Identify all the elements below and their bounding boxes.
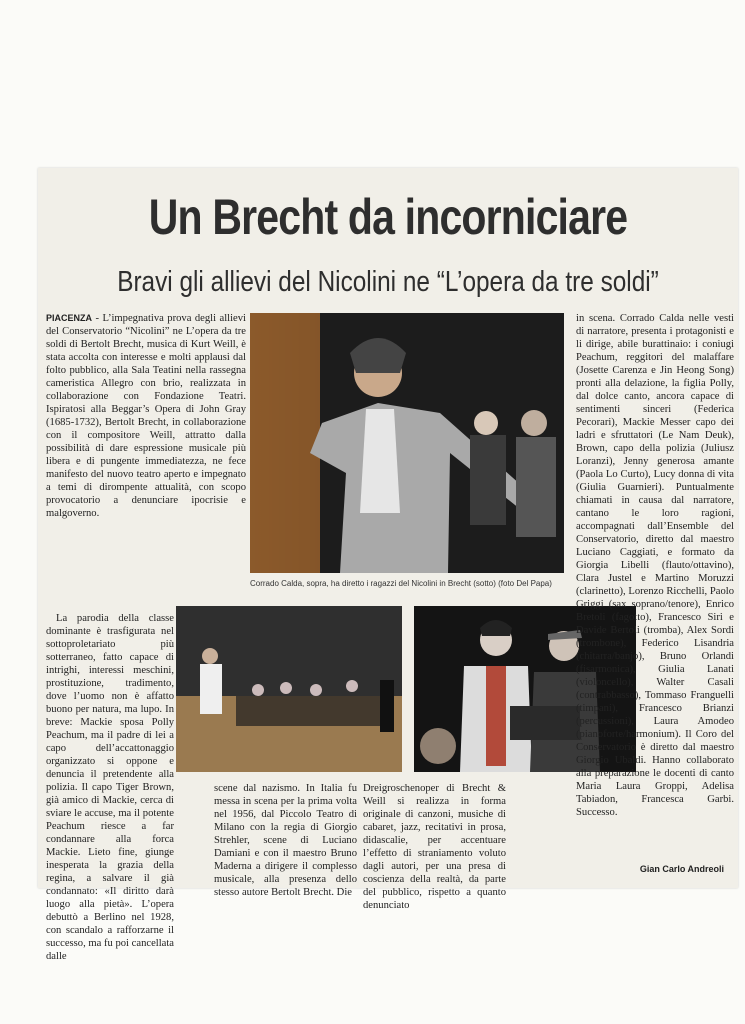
body-text-1: - L’impegnativa prova degli allievi del Conservatorio “Nicolini” ne L’opera da tre soldi di Bertolt Brecht, musica di Kurt Weill, è stata accolta con interesse e molti applausi dal folto pubblico, alla Sala Teatini nella rassegna cameristica Allegro con brio, realizzata in collaborazione con Fondazione Teatri. Ispiratosi alla Beggar’s Opera di John Gray (1685-1732), Bertolt Brecht, in collaborazione con il compositore Weill, attratto dalla possibilità di dare espressione musicale più libera e di pungente immediatezza, ne fece manifesto del nuovo teatro aperto e impegnato a temi di dirompente attualità, con scopo provocatorio a denunciare ipocrisie e malgoverno. <box>46 313 246 519</box>
body-text-5: in scena. Corrado Calda nelle vesti di narratore, presenta i protagonisti e li dirige, abile burattinaio: i coniugi Peachum, reggitori del malaffare (Josette Carenza e Jin Heong Song) pronti alla delazione, la figlia Polly, dal dolce canto, ancora capace di sentimenti sinceri (Federica Pecorari), Mackie Messer capo dei ladri e sfruttatori (Le Nam Deuk), Brown, capo della polizia (Juliusz Loranzi), Jenny generosa amante (Paola Lo Curto), Lucy donna di vita (Giulia Guarnieri). Puntualmente chiamati in causa dal narratore, cantano le loro ragioni, accompagnati dall’Ensemble del Conservatorio, diretto dal maestro Luciano Caggiati, e formato da Giorgia Libelli (flauto/ottavino), Clara Justel e Martino Moruzzi (clarinetto), Lorenzo Ricchelli, Paolo Griggi (sax soprano/tenore), Enrico Bretoli (fagotto), Francesco Siri e Davide Bertoli (tromba), Alex Sordi (trombone), Federico Lisandria (chitarra/banjo), Bruno Orlandi (fisarmonica), Giulia Lanati (violoncello), Walter Casali (contrabbasso), Tommaso Franguelli (timpani), Francesco Brianzi (percussioni), Laura Amodeo (pianoforte/harmonium). Il Coro del Conservatorio è diretto dal maestro Giorgio Ubaldi. Hanno collaborato alla preparazione le docenti di canto Maria Laura Groppi, Adelisa Tabiadon, Francesca Garbi. Successo. <box>576 313 734 818</box>
body-text-2: La parodia della classe dominante è trasfigurata nel sottoproletariato più sotterraneo, fatto capace di intrighi, interessi meschini, prostituzione, tradimento, dove l’uomo non è affatto buono per natura, ma lupo. In breve: Mackie sposa Polly Peachum, ma il padre di lei a capo dell’accattonaggio organizzato si oppone e denuncia il pretendente alla polizia. Il capo Tiger Brown, già amico di Mackie, cerca di sviare le accuse, ma il potente Peachum riesce a far condannare alla forca Mackie. Lieto fine, giunge inesperata la grazia della regina, a salvare il già condannato: «Il diritto darà luogo alla pietà». L’opera debuttò a Berlino nel 1928, con scandalo a rafforzarne il successo, ma fu poi cancellata dalle <box>46 613 174 962</box>
newspaper-clipping <box>38 168 738 962</box>
body-column-1 <box>46 312 246 612</box>
body-text-4: Dreigroschenoper di Brecht & Weill si realizza in forma originale di canzoni, musiche di cabaret, jazz, recitativi in prosa, didascalie, per accentuare l’effetto di straniamento voluto dagli autori, per una presa di coscienza della realtà, da parte del pubblico, rispetto a quanto denunciato <box>363 783 506 911</box>
headline: Un Brecht da incorniciare <box>148 189 628 245</box>
body-column-3 <box>363 782 506 911</box>
byline: Gian Carlo Andreoli <box>639 864 724 874</box>
photo-narrator-image <box>250 313 564 573</box>
body-column-2 <box>214 782 357 898</box>
photo-caption: Corrado Calda, sopra, ha diretto i ragazzi del Nicolini in Brecht (sotto) (foto Del Papa) <box>250 579 552 588</box>
photo-ensemble <box>176 606 402 772</box>
subheadline: Bravi gli allievi del Nicolini ne “L’opera da tre soldi” <box>117 266 659 298</box>
body-column-4 <box>576 312 734 818</box>
photo-ensemble-image <box>176 606 402 772</box>
body-text-3: scene dal nazismo. In Italia fu messa in scena per la prima volta nel 1956, dal Piccolo Teatro di Milano con la regia di Giorgio Strehler, scene di Luciano Damiani e con il maestro Bruno Maderna a dirigere il complesso musicale, alla presenza dello stesso autore Bertolt Brecht. Die <box>214 783 357 898</box>
photo-narrator <box>250 313 564 573</box>
body-column-1b <box>46 612 174 962</box>
dateline: PIACENZA <box>46 313 93 323</box>
